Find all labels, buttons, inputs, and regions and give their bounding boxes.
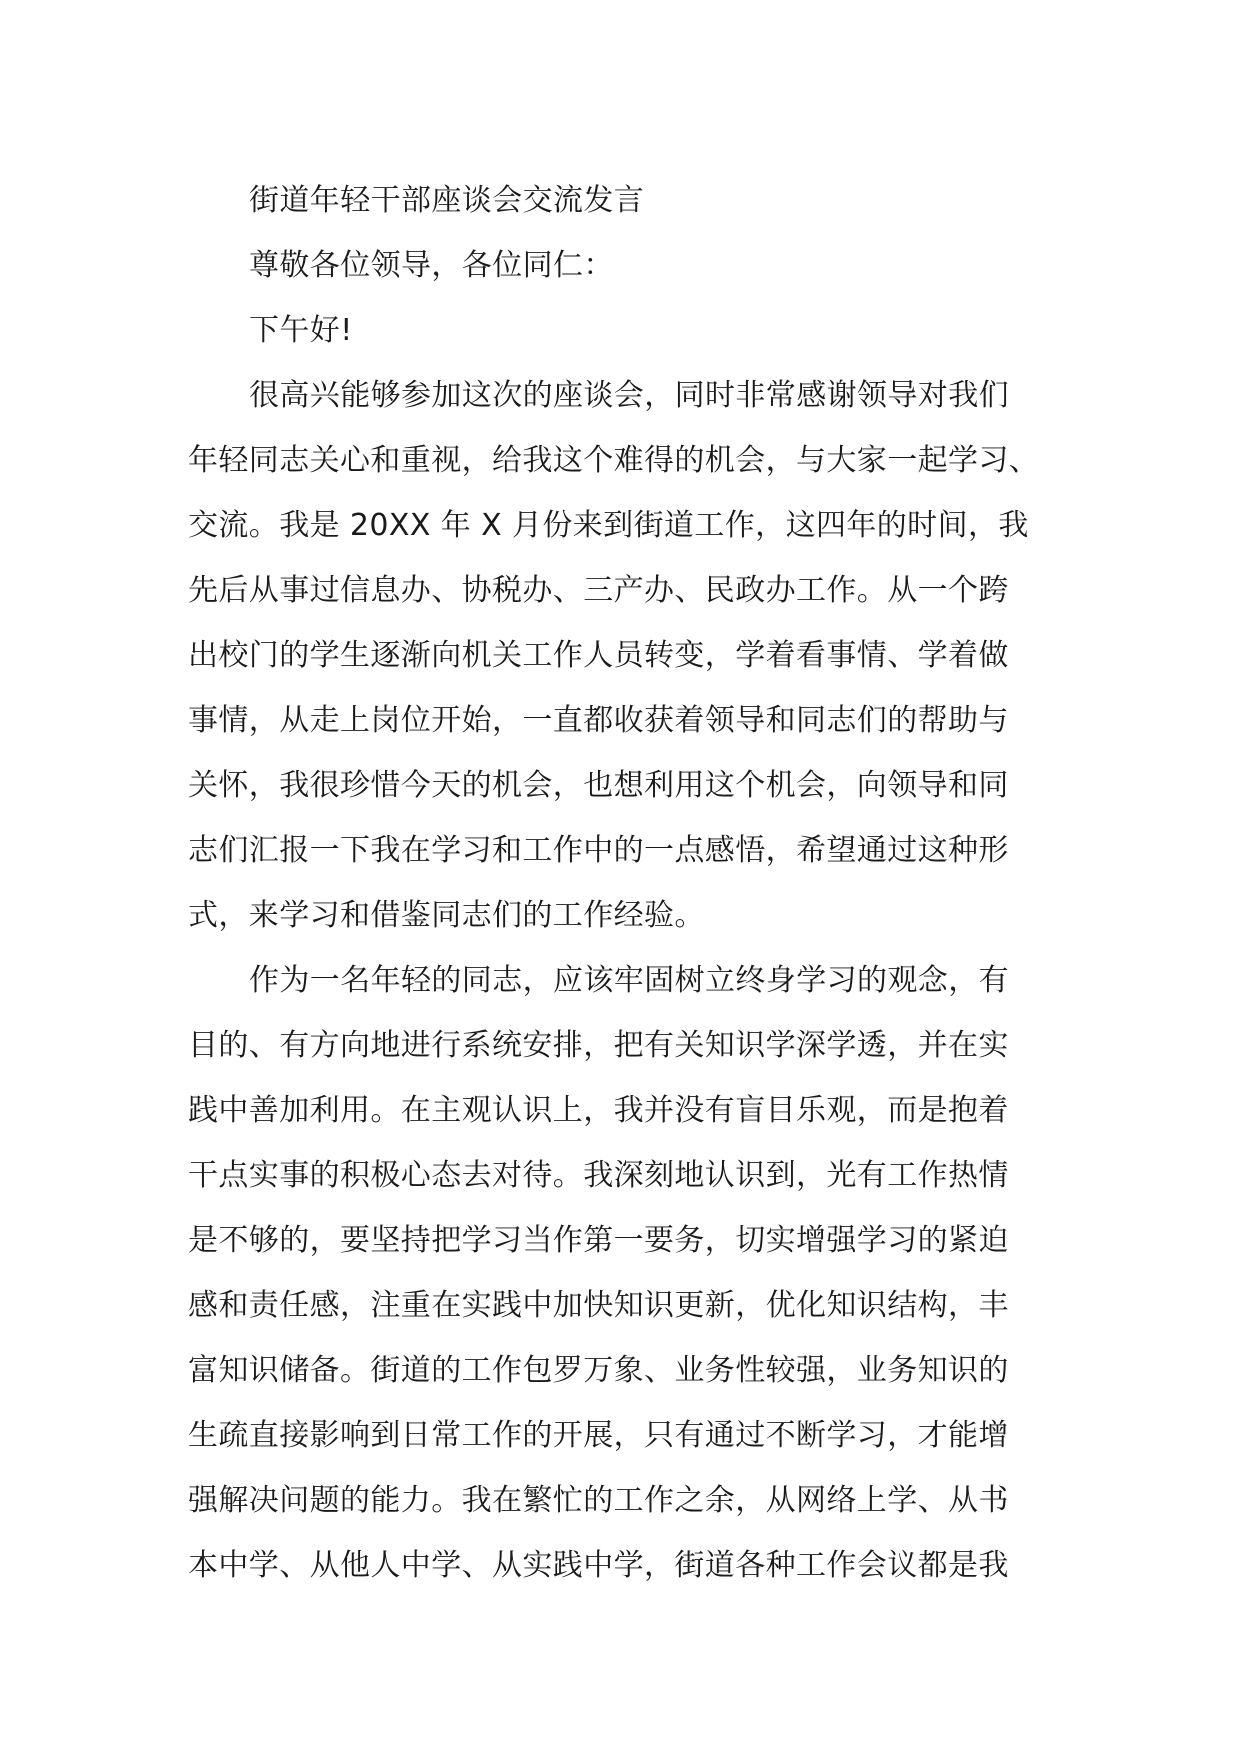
paragraph-1-line-2: 年轻同志关心和重视，给我这个难得的机会，与大家一起学习、: [188, 443, 1040, 478]
paragraph-1-line-7: 关怀，我很珍惜今天的机会，也想利用这个机会，向领导和同: [188, 768, 1009, 803]
paragraph-2-line-4: 干点实事的积极心态去对待。我深刻地认识到，光有工作热情: [188, 1158, 1009, 1193]
paragraph-2-line-10: 本中学、从他人中学、从实践中学，街道各种工作会议都是我: [188, 1548, 1009, 1583]
paragraph-2-line-5: 是不够的，要坚持把学习当作第一要务，切实增强学习的紧迫: [188, 1223, 1009, 1258]
document-body: [188, 168, 1064, 1598]
paragraph-1-line-5: 出校门的学生逐渐向机关工作人员转变，学着看事情、学着做: [188, 638, 1009, 673]
document-title: 街道年轻干部座谈会交流发言: [249, 183, 645, 218]
salutation-line: 尊敬各位领导，各位同仁：: [249, 248, 614, 283]
paragraph-2-line-1: 作为一名年轻的同志，应该牢固树立终身学习的观念，有: [249, 963, 1009, 998]
paragraph-1-line-3: 交流。我是 20XX 年 X 月份来到街道工作，这四年的时间，我: [188, 508, 1029, 543]
greeting-line: 下午好!: [249, 313, 353, 348]
paragraph-2-line-2: 目的、有方向地进行系统安排，把有关知识学深学透，并在实: [188, 1028, 1009, 1063]
paragraph-2-line-3: 践中善加利用。在主观认识上，我并没有盲目乐观，而是抱着: [188, 1093, 1009, 1128]
paragraph-1-line-9: 式，来学习和借鉴同志们的工作经验。: [188, 898, 705, 933]
paragraph-2-line-9: 强解决问题的能力。我在繁忙的工作之余，从网络上学、从书: [188, 1483, 1009, 1518]
paragraph-1-line-4: 先后从事过信息办、协税办、三产办、民政办工作。从一个跨: [188, 573, 1009, 608]
paragraph-2-line-6: 感和责任感，注重在实践中加快知识更新，优化知识结构，丰: [188, 1288, 1009, 1323]
paragraph-2-line-7: 富知识储备。街道的工作包罗万象、业务性较强，业务知识的: [188, 1353, 1009, 1388]
paragraph-1-line-8: 志们汇报一下我在学习和工作中的一点感悟，希望通过这种形: [188, 833, 1009, 868]
paragraph-1-line-6: 事情，从走上岗位开始，一直都收获着领导和同志们的帮助与: [188, 703, 1009, 738]
paragraph-2-line-8: 生疏直接影响到日常工作的开展，只有通过不断学习，才能增: [188, 1418, 1009, 1453]
paragraph-1-line-1: 很高兴能够参加这次的座谈会，同时非常感谢领导对我们: [249, 378, 1009, 413]
